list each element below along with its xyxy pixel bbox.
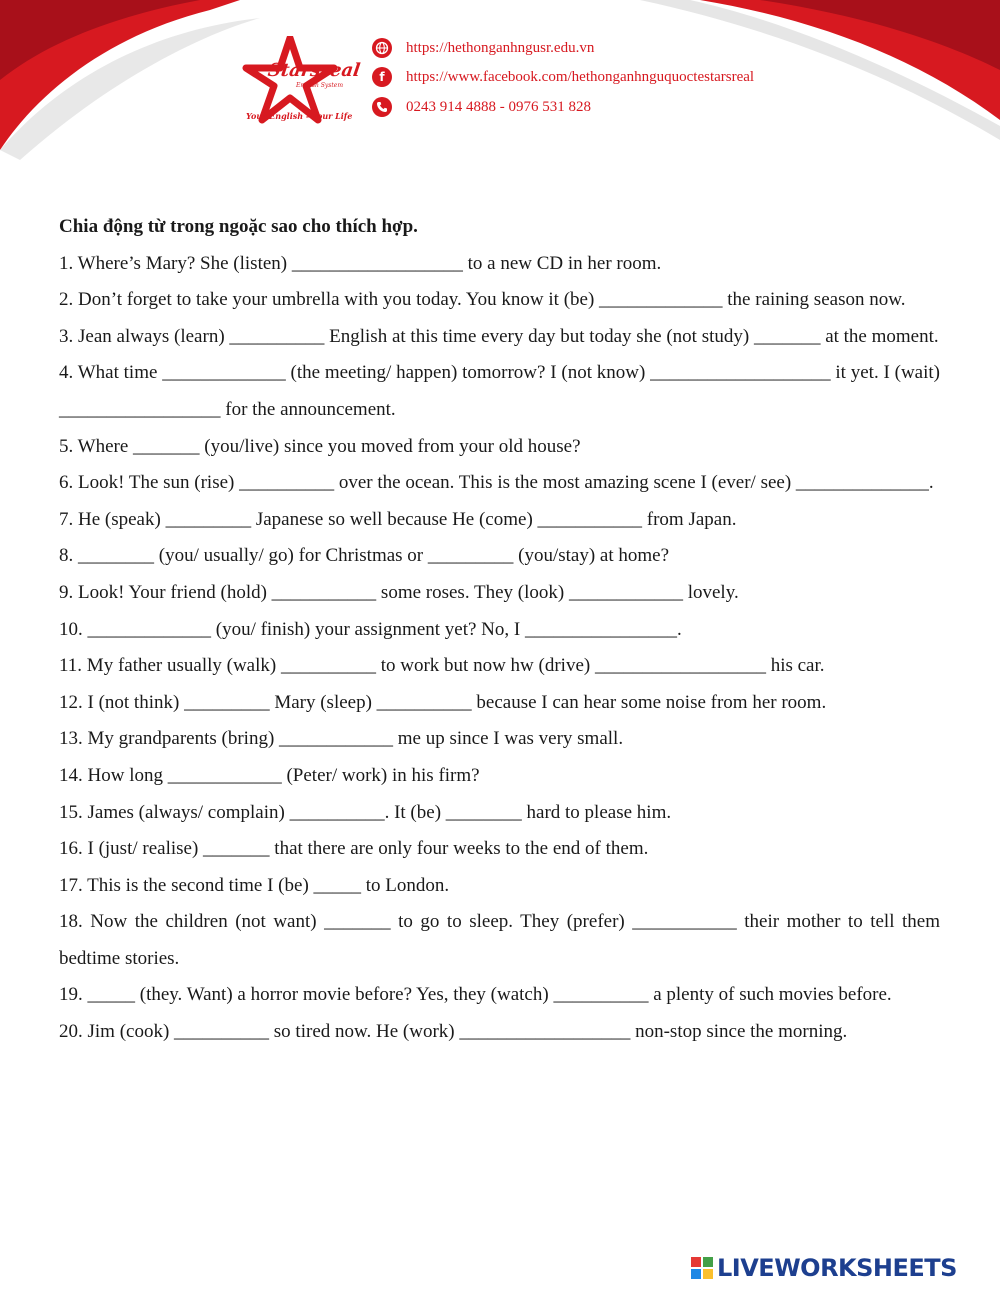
globe-icon <box>372 38 392 58</box>
worksheet-title: Chia động từ trong ngoặc sao cho thích hợp. <box>59 216 418 237</box>
question-5: 5. Where _______ (you/live) since you moved from your old house? <box>59 435 581 457</box>
question-11: 11. My father usually (walk) __________ to work but now hw (drive) __________________ his car. <box>59 655 825 677</box>
facebook-icon: f <box>372 67 392 87</box>
contact-phone[interactable] <box>372 96 591 118</box>
question-4: 4. What time _____________ (the meeting/ happen) tomorrow? I (not know) ___________________ it yet. I (wait) _________________ for the announcement. <box>59 362 940 420</box>
question-12: 12. I (not think) _________ Mary (sleep) __________ because I can hear some noise from her room. <box>59 691 827 713</box>
question-13: 13. My grandparents (bring) ____________ me up since I was very small. <box>59 728 624 750</box>
logo-subtitle: English System <box>296 82 344 89</box>
lw-block-2 <box>703 1257 713 1267</box>
question-15: 15. James (always/ complain) __________. It (be) ________ hard to please him. <box>59 801 672 823</box>
contact-facebook-text: https://www.facebook.com/hethonganhnguquoctestarsreal <box>406 68 755 85</box>
question-17: 17. This is the second time I (be) _____ to London. <box>59 874 450 896</box>
question-6: 6. Look! The sun (rise) __________ over the ocean. This is the most amazing scene I (ever/ see) ______________. <box>59 472 934 494</box>
question-1: 1. Where’s Mary? She (listen) __________________ to a new CD in her room. <box>59 252 662 274</box>
question-3: 3. Jean always (learn) __________ English at this time every day but today she (not study) _______ at the moment. <box>59 325 939 347</box>
question-18: 18. Now the children (not want) _______ to go to sleep. They (prefer) ___________ their mother to tell them bedtime stories. <box>59 911 940 969</box>
lw-block-4 <box>703 1269 713 1279</box>
question-10: 10. _____________ (you/ finish) your assignment yet? No, I ________________. <box>59 618 682 640</box>
liveworksheets-brand: LIVEWORKSHEETS <box>717 1254 957 1282</box>
liveworksheets-logo[interactable] <box>691 1254 957 1282</box>
question-2: 2. Don’t forget to take your umbrella with you today. You know it (be) _____________ the raining season now. <box>59 289 906 311</box>
liveworksheets-blocks-icon <box>691 1257 713 1279</box>
question-7: 7. He (speak) _________ Japanese so well because He (come) ___________ from Japan. <box>59 508 737 530</box>
worksheet-content <box>59 209 940 1051</box>
question-8: 8. ________ (you/ usually/ go) for Christmas or _________ (you/stay) at home? <box>59 545 670 567</box>
question-19: 19. _____ (they. Want) a horror movie before? Yes, they (watch) __________ a plenty of such movies before. <box>59 984 892 1006</box>
logo-brand-name: Starsreal <box>266 60 362 81</box>
question-9: 9. Look! Your friend (hold) ___________ some roses. They (look) ____________ lovely. <box>59 581 739 603</box>
contact-website-text: https://hethonganhngusr.edu.vn <box>406 39 595 56</box>
contact-facebook[interactable] <box>372 66 754 88</box>
question-16: 16. I (just/ realise) _______ that there are only four weeks to the end of them. <box>59 838 649 860</box>
question-14: 14. How long ____________ (Peter/ work) in his firm? <box>59 764 480 786</box>
contact-phone-text: 0243 914 4888 - 0976 531 828 <box>406 98 591 115</box>
logo-tagline: Your English - Your Life <box>246 111 353 121</box>
lw-block-3 <box>691 1269 701 1279</box>
contact-website[interactable] <box>372 37 594 59</box>
phone-icon <box>372 97 392 117</box>
question-20: 20. Jim (cook) __________ so tired now. He (work) __________________ non-stop since the morning. <box>59 1021 848 1043</box>
lw-block-1 <box>691 1257 701 1267</box>
